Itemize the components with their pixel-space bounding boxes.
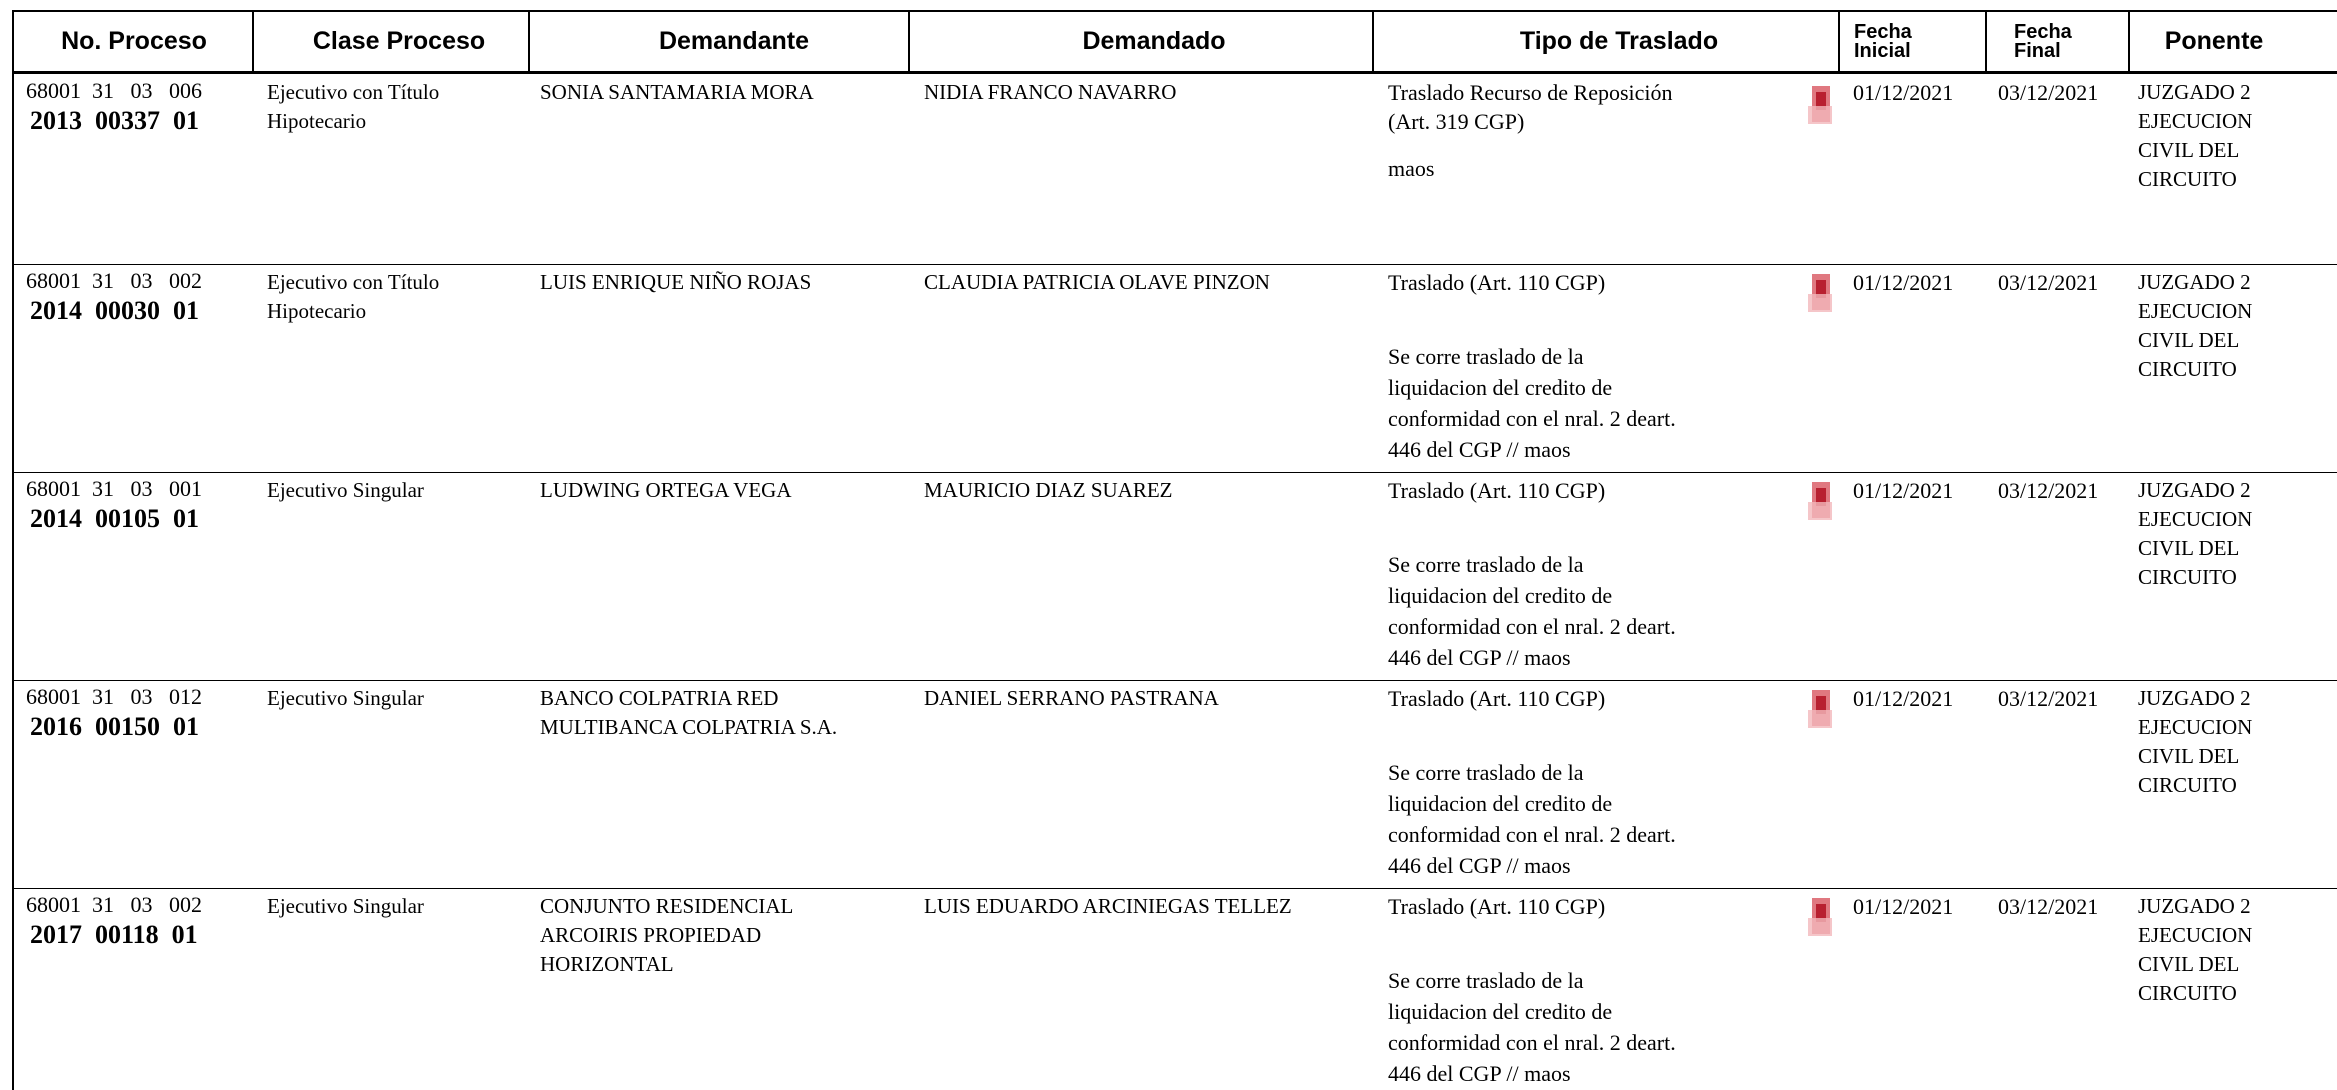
ponente: JUZGADO 2 EJECUCION CIVIL DEL CIRCUITO (2138, 894, 2253, 1005)
fecha-inicial: 01/12/2021 (1853, 686, 1954, 711)
demandante: LUDWING ORTEGA VEGA (540, 478, 792, 502)
demandante: SONIA SANTAMARIA MORA (540, 80, 814, 104)
clase-proceso: Ejecutivo Singular (267, 894, 424, 918)
traslado-nota: maos (1388, 156, 1435, 181)
demandado: NIDIA FRANCO NAVARRO (924, 80, 1177, 104)
tipo-traslado: Traslado (Art. 110 CGP) Se corre traslado de la liquidacion del credito de conformidad con el nral. 2 deart. 446 del CGP // maos (1388, 268, 1788, 465)
fecha-inicial: 01/12/2021 (1853, 894, 1954, 919)
proceso-radicado-bottom: 2017 00118 01 (30, 920, 198, 949)
clase-proceso: Ejecutivo con Título Hipotecario (267, 270, 440, 323)
fecha-inicial: 01/12/2021 (1853, 270, 1954, 295)
proceso-radicado-top: 68001 31 03 002 (26, 268, 202, 293)
proceso-radicado-bottom: 2014 00105 01 (30, 504, 199, 533)
clase-proceso: Ejecutivo Singular (267, 478, 424, 502)
header-demandante: Demandante (658, 27, 810, 55)
column-rule (1838, 10, 1840, 74)
fecha-final: 03/12/2021 (1998, 270, 2099, 295)
clase-proceso: Ejecutivo con Título Hipotecario (267, 80, 440, 133)
fecha-final: 03/12/2021 (1998, 686, 2099, 711)
header-fecha-inicial: Fecha Inicial (1854, 20, 1912, 62)
header-tipo-traslado: Tipo de Traslado (1519, 27, 1719, 55)
table-row (14, 74, 2337, 265)
demandante: BANCO COLPATRIA RED MULTIBANCA COLPATRIA S.A. (540, 686, 838, 739)
header-demandado: Demandado (1082, 27, 1226, 55)
ponente: JUZGADO 2 EJECUCION CIVIL DEL CIRCUITO (2138, 478, 2253, 589)
proceso-radicado-top: 68001 31 03 001 (26, 476, 202, 501)
table-row (14, 264, 2337, 473)
ponente: JUZGADO 2 EJECUCION CIVIL DEL CIRCUITO (2138, 686, 2253, 797)
column-rule (2128, 10, 2130, 74)
clase-proceso: Ejecutivo Singular (267, 686, 424, 710)
ponente: JUZGADO 2 EJECUCION CIVIL DEL CIRCUITO (2138, 270, 2253, 381)
pdf-icon[interactable] (1806, 480, 1836, 524)
proceso-radicado-top: 68001 31 03 006 (26, 78, 202, 103)
demandante: CONJUNTO RESIDENCIAL ARCOIRIS PROPIEDAD HORIZONTAL (540, 894, 794, 976)
proceso-radicado-bottom: 2016 00150 01 (30, 712, 199, 741)
header-no-proceso: No. Proceso (61, 27, 207, 55)
column-rule (528, 10, 530, 74)
fecha-final: 03/12/2021 (1998, 894, 2099, 919)
header-ponente: Ponente (2164, 27, 2264, 55)
table-header (14, 10, 2337, 74)
pdf-icon[interactable] (1806, 896, 1836, 940)
fecha-final: 03/12/2021 (1998, 478, 2099, 503)
tipo-traslado: Traslado Recurso de Reposición (Art. 319 CGP) maos (1388, 78, 1788, 183)
proceso-radicado-bottom: 2013 00337 01 (30, 106, 199, 135)
tipo-traslado: Traslado (Art. 110 CGP) Se corre traslado de la liquidacion del credito de conformidad con el nral. 2 deart. 446 del CGP // maos (1388, 892, 1788, 1089)
fecha-final: 03/12/2021 (1998, 80, 2099, 105)
proceso-radicado-bottom: 2014 00030 01 (30, 296, 199, 325)
demandado: MAURICIO DIAZ SUAREZ (924, 478, 1173, 502)
demandado: DANIEL SERRANO PASTRANA (924, 686, 1219, 710)
demandado: CLAUDIA PATRICIA OLAVE PINZON (924, 270, 1270, 294)
header-clase-proceso: Clase Proceso (312, 27, 486, 55)
table-row (14, 680, 2337, 889)
demandante: LUIS ENRIQUE NIÑO ROJAS (540, 270, 812, 294)
column-rule (252, 10, 254, 74)
column-rule (1985, 10, 1987, 74)
traslado-nota: Se corre traslado de la liquidacion del credito de conformidad con el nral. 2 deart. 446 del CGP // maos (1388, 552, 1676, 670)
traslado-nota: Se corre traslado de la liquidacion del credito de conformidad con el nral. 2 deart. 446 del CGP // maos (1388, 968, 1676, 1086)
table-row (14, 472, 2337, 681)
tipo-traslado: Traslado (Art. 110 CGP) Se corre traslado de la liquidacion del credito de conformidad con el nral. 2 deart. 446 del CGP // maos (1388, 684, 1788, 881)
fecha-inicial: 01/12/2021 (1853, 80, 1954, 105)
traslado-nota: Se corre traslado de la liquidacion del credito de conformidad con el nral. 2 deart. 446 del CGP // maos (1388, 760, 1676, 878)
proceso-radicado-top: 68001 31 03 012 (26, 684, 202, 709)
pdf-icon[interactable] (1806, 272, 1836, 316)
fecha-inicial: 01/12/2021 (1853, 478, 1954, 503)
column-rule (908, 10, 910, 74)
tipo-traslado: Traslado (Art. 110 CGP) Se corre traslado de la liquidacion del credito de conformidad con el nral. 2 deart. 446 del CGP // maos (1388, 476, 1788, 673)
pdf-icon[interactable] (1806, 84, 1836, 128)
column-rule (1372, 10, 1374, 74)
proceso-radicado-top: 68001 31 03 002 (26, 892, 202, 917)
ponente: JUZGADO 2 EJECUCION CIVIL DEL CIRCUITO (2138, 80, 2253, 191)
traslado-nota: Se corre traslado de la liquidacion del credito de conformidad con el nral. 2 deart. 446 del CGP // maos (1388, 344, 1676, 462)
table-row (14, 888, 2337, 1090)
pdf-icon[interactable] (1806, 688, 1836, 732)
header-fecha-final: Fecha Final (2014, 20, 2072, 62)
demandado: LUIS EDUARDO ARCINIEGAS TELLEZ (924, 894, 1292, 918)
